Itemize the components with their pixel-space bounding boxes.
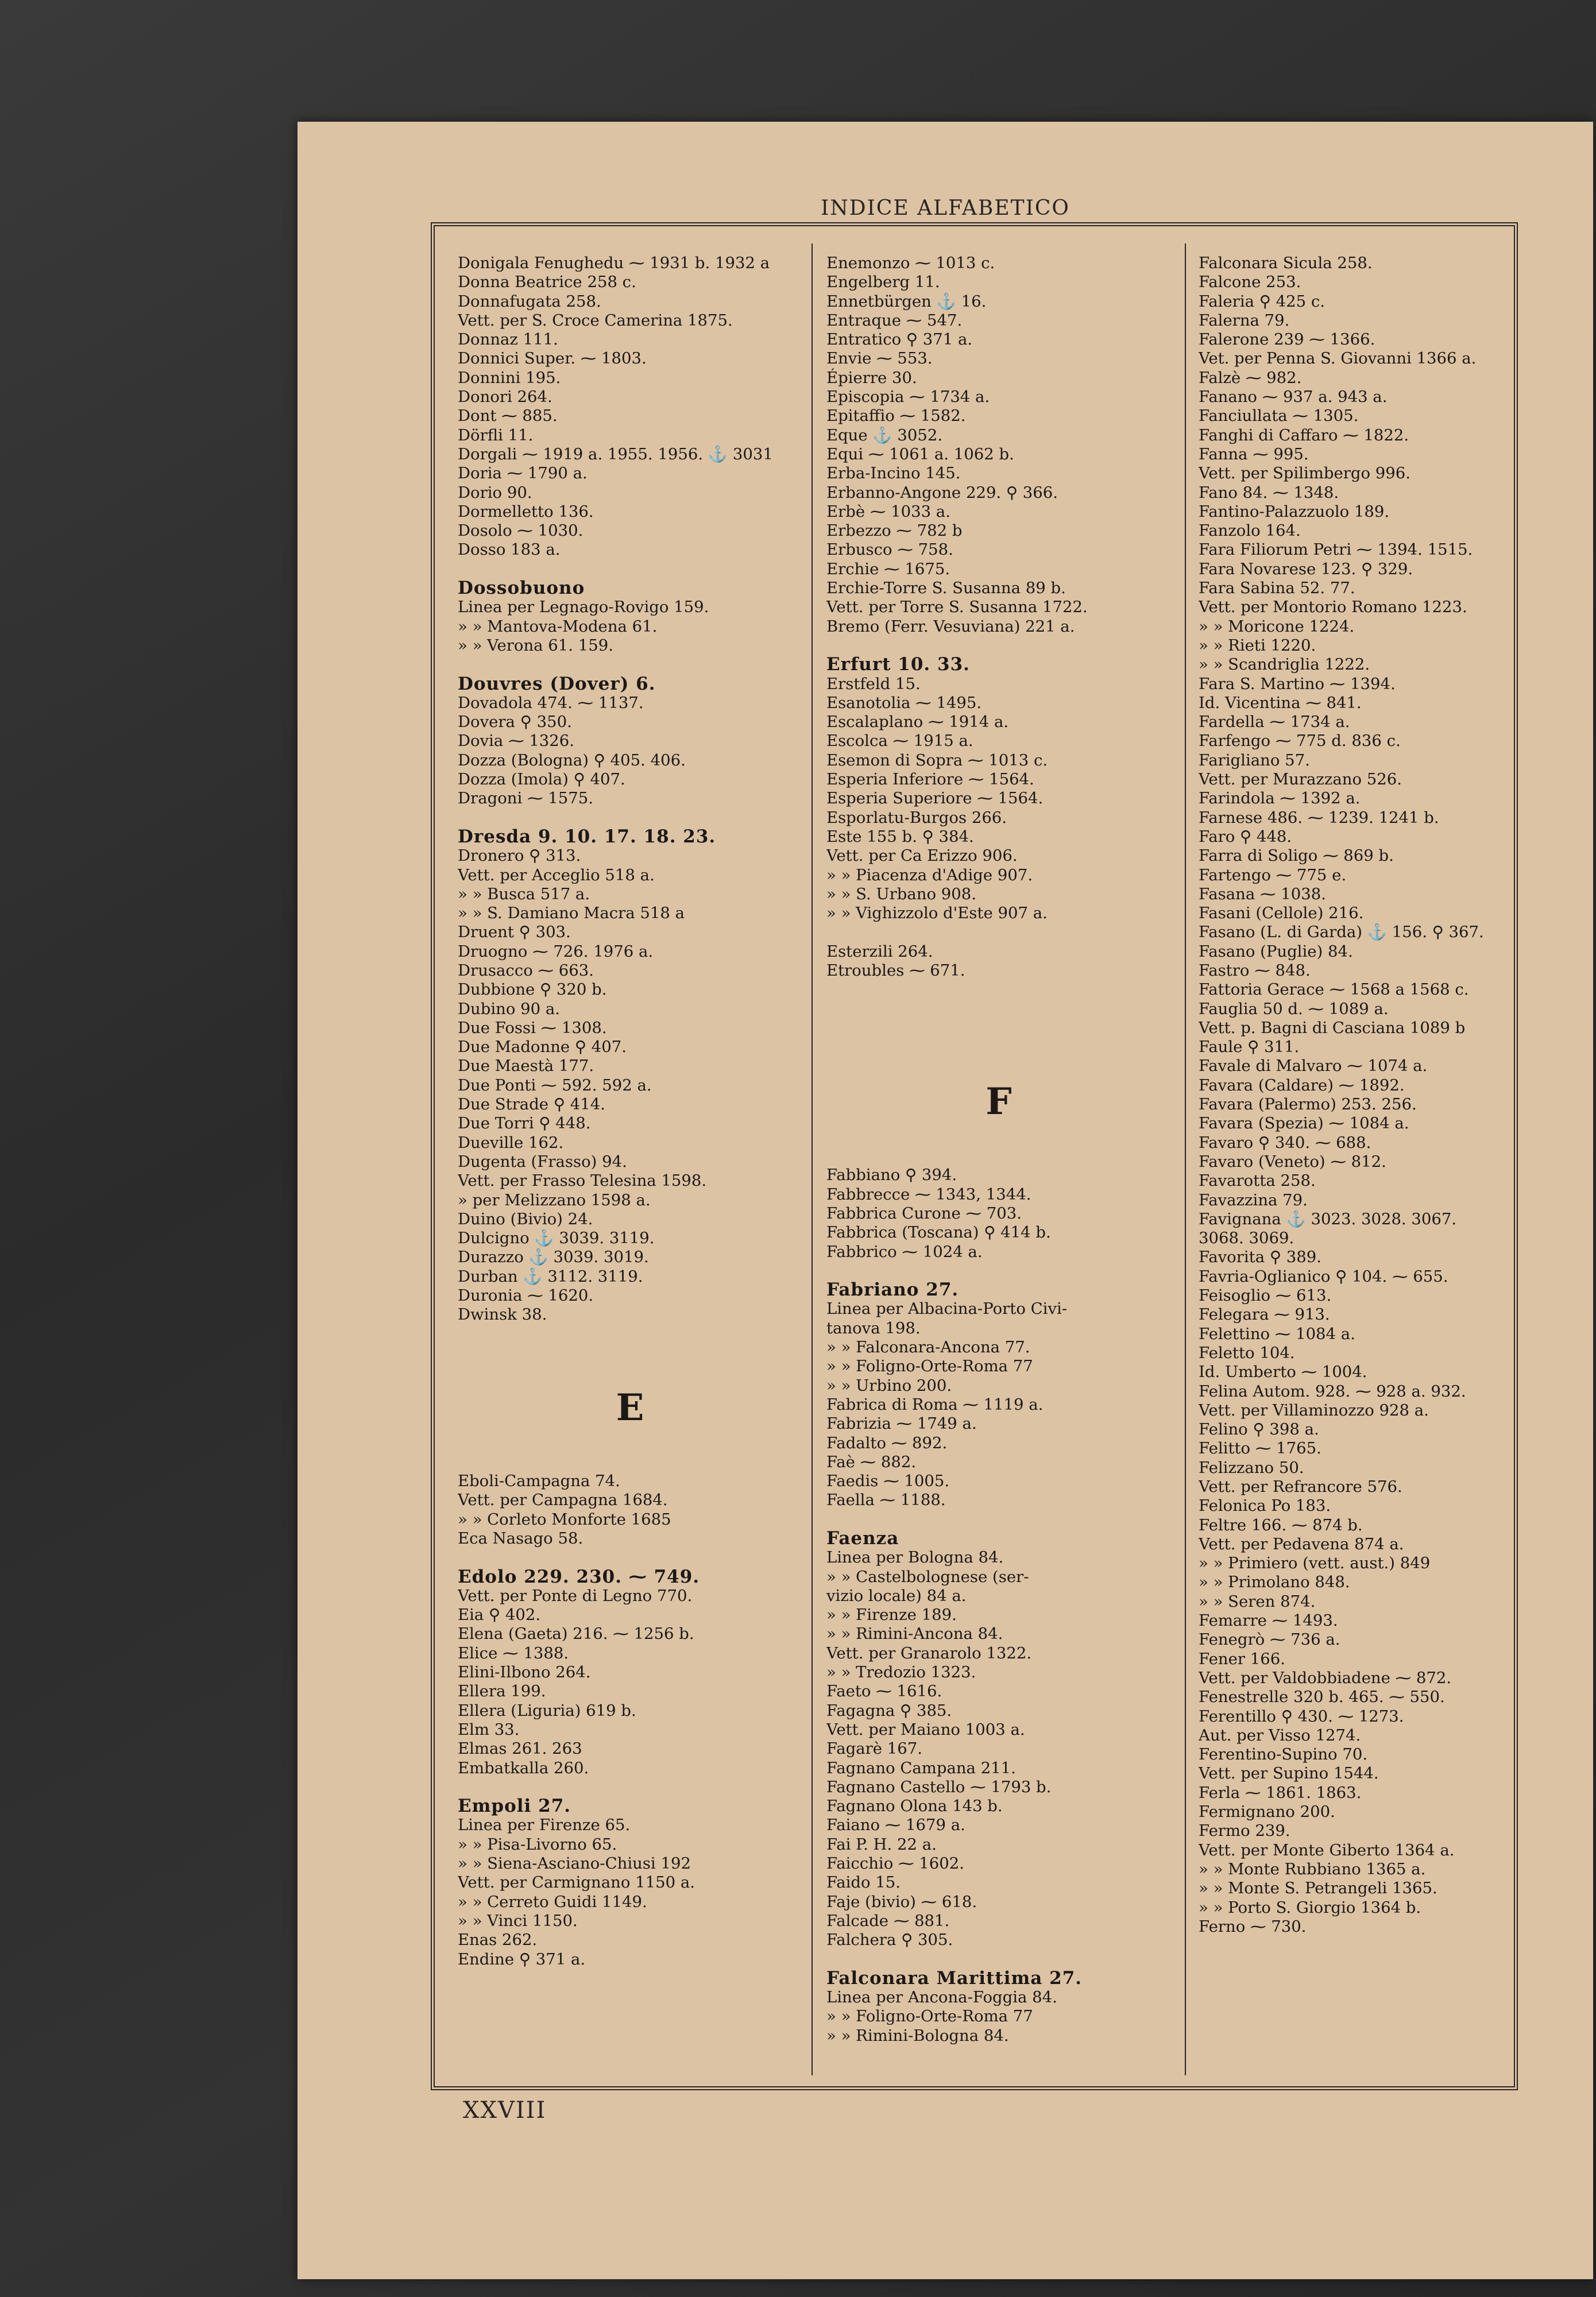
index-entry: Fabbiano ⚲ 394. <box>826 1166 957 1185</box>
spacer <box>458 1778 802 1797</box>
spacer <box>458 1344 802 1363</box>
index-entry: Falcade ⁓ 881. <box>826 1911 950 1930</box>
index-entry: Dormelletto 136. <box>458 502 594 521</box>
index-entry: Dulcigno ⚓ 3039. 3119. <box>458 1229 655 1248</box>
index-entry: » » Foligno-Orte-Roma 77 <box>826 2007 1033 2026</box>
index-entry: Due Madonne ⚲ 407. <box>458 1038 627 1057</box>
index-entry: Aut. per Visso 1274. <box>1199 1726 1361 1745</box>
index-entry: Drusacco ⁓ 663. <box>458 961 594 980</box>
index-entry: » » S. Damiano Macra 518 a <box>458 904 685 923</box>
index-column-2 <box>826 254 1171 2068</box>
index-entry: Equi ⁓ 1061 a. 1062 b. <box>826 444 1014 463</box>
spacer <box>458 1453 802 1472</box>
index-entry: Entratico ⚲ 371 a. <box>826 330 973 349</box>
index-entry: » » Porto S. Giorgio 1364 b. <box>1199 1898 1421 1917</box>
index-entry: Faiano ⁓ 1679 a. <box>826 1816 965 1835</box>
page-header: INDICE ALFABETICO <box>821 196 1070 220</box>
index-entry: Farfengo ⁓ 775 d. 836 c. <box>1199 732 1401 751</box>
index-entry: Linea per Firenze 65. <box>458 1816 631 1835</box>
index-entry: Falchera ⚲ 305. <box>826 1931 953 1950</box>
index-entry: Fanciullata ⁓ 1305. <box>1199 407 1359 426</box>
spacer <box>458 809 802 827</box>
index-entry: Vett. p. Bagni di Casciana 1089 b <box>1199 1018 1466 1037</box>
index-entry: vizio locale) 84 a. <box>826 1586 967 1605</box>
index-entry: » » S. Urbano 908. <box>826 884 977 903</box>
index-entry: Dorgali ⁓ 1919 a. 1955. 1956. ⚓ 3031 <box>458 444 773 463</box>
index-entry: Faule ⚲ 311. <box>1199 1038 1300 1057</box>
index-entry: Fastro ⁓ 848. <box>1199 961 1311 980</box>
index-entry: » » Primiero (vett. aust.) 849 <box>1199 1554 1431 1573</box>
index-entry: Vett. per Maiano 1003 a. <box>826 1720 1025 1739</box>
index-entry: Donigala Fenughedu ⁓ 1931 b. 1932 a <box>458 254 770 272</box>
index-entry: Vett. per Spilimbergo 996. <box>1199 464 1411 483</box>
index-entry: Erchie ⁓ 1675. <box>826 559 950 578</box>
index-entry: Fartengo ⁓ 775 e. <box>1199 865 1347 884</box>
index-entry: Ferentillo ⚲ 430. ⁓ 1273. <box>1199 1707 1404 1726</box>
index-entry: Due Strade ⚲ 414. <box>458 1095 605 1114</box>
index-entry: Dovadola 474. ⁓ 1137. <box>458 693 644 712</box>
index-entry: Faella ⁓ 1188. <box>826 1491 946 1510</box>
index-entry: » » Mantova-Modena 61. <box>458 617 658 636</box>
index-entry: Feisoglio ⁓ 613. <box>1199 1286 1332 1305</box>
index-entry: Fauglia 50 d. ⁓ 1089 a. <box>1199 999 1389 1018</box>
index-entry: Elm 33. <box>458 1720 520 1739</box>
index-entry: Fanzolo 164. <box>1199 521 1301 540</box>
spacer <box>458 1325 802 1344</box>
index-entry: Felonica Po 183. <box>1199 1496 1331 1515</box>
spacer <box>826 1019 1171 1038</box>
index-entry: Fermignano 200. <box>1199 1803 1335 1822</box>
index-entry: Epitaffio ⁓ 1582. <box>826 407 966 426</box>
index-entry: » » Piacenza d'Adige 907. <box>826 865 1033 884</box>
index-page <box>297 122 1593 2279</box>
index-entry: Dozza (Bologna) ⚲ 405. 406. <box>458 751 686 769</box>
index-entry: Felettino ⁓ 1084 a. <box>1199 1324 1355 1343</box>
index-entry: Farra di Soligo ⁓ 869 b. <box>1199 846 1394 865</box>
index-entry: Fabbrico ⁓ 1024 a. <box>826 1242 983 1261</box>
index-entry: Felizzano 50. <box>1199 1458 1304 1477</box>
index-entry: » » Verona 61. 159. <box>458 636 613 655</box>
index-entry: Ennetbürgen ⚓ 16. <box>826 292 987 311</box>
index-entry: Favazzina 79. <box>1199 1190 1308 1209</box>
spacer <box>826 1057 1171 1076</box>
index-entry: Falerone 239 ⁓ 1366. <box>1199 330 1375 349</box>
index-entry: Farnese 486. ⁓ 1239. 1241 b. <box>1199 808 1439 827</box>
index-entry: » » Corleto Monforte 1685 <box>458 1510 671 1529</box>
index-entry: Faè ⁓ 882. <box>826 1452 917 1471</box>
index-heading: Falconara Marittima 27. <box>826 1967 1083 1989</box>
index-entry: Erchie-Torre S. Susanna 89 b. <box>826 579 1066 598</box>
index-entry: Épierre 30. <box>826 368 917 387</box>
index-entry: Druent ⚲ 303. <box>458 923 571 942</box>
spacer <box>826 1950 1171 1969</box>
index-entry: Dwinsk 38. <box>458 1305 547 1324</box>
index-entry: Fagnano Castello ⁓ 1793 b. <box>826 1777 1052 1796</box>
index-entry: Vet. per Penna S. Giovanni 1366 a. <box>1199 349 1477 368</box>
index-entry: Vett. per Campagna 1684. <box>458 1491 668 1510</box>
spacer <box>826 1510 1171 1529</box>
index-entry: Duino (Bivio) 24. <box>458 1209 593 1228</box>
index-entry: Esperia Superiore ⁓ 1564. <box>826 789 1044 808</box>
spacer <box>826 1262 1171 1281</box>
index-entry: Ellera (Liguria) 619 b. <box>458 1701 636 1720</box>
spacer <box>826 1147 1171 1166</box>
index-entry: Fabrica di Roma ⁓ 1119 a. <box>826 1395 1044 1414</box>
index-entry: Episcopia ⁓ 1734 a. <box>826 388 990 407</box>
index-entry: Femarre ⁓ 1493. <box>1199 1611 1338 1630</box>
index-entry: Farindola ⁓ 1392 a. <box>1199 789 1361 808</box>
index-entry: » per Melizzano 1598 a. <box>458 1190 651 1209</box>
index-entry: » » Rieti 1220. <box>1199 636 1316 655</box>
index-entry: Fara Sabina 52. 77. <box>1199 579 1355 598</box>
index-entry: Vett. per Torre S. Susanna 1722. <box>826 598 1088 617</box>
index-entry: » » Vighizzolo d'Este 907 a. <box>826 904 1048 923</box>
index-entry: Fai P. H. 22 a. <box>826 1835 937 1854</box>
index-entry: Feletto 104. <box>1199 1343 1295 1362</box>
index-entry: Eca Nasago 58. <box>458 1529 583 1548</box>
index-entry: Doria ⁓ 1790 a. <box>458 464 588 483</box>
index-entry: Fasano (Puglie) 84. <box>1199 942 1353 961</box>
index-entry: Fabrizia ⁓ 1749 a. <box>826 1414 977 1433</box>
index-entry: Fasani (Cellole) 216. <box>1199 904 1364 923</box>
index-entry: Faleria ⚲ 425 c. <box>1199 292 1326 311</box>
index-entry: Linea per Bologna 84. <box>826 1548 1004 1567</box>
index-entry: Vett. per Montorio Romano 1223. <box>1199 598 1467 617</box>
index-entry: Ferla ⁓ 1861. 1863. <box>1199 1783 1362 1802</box>
index-entry: Eque ⚓ 3052. <box>826 426 943 444</box>
index-entry: Envie ⁓ 553. <box>826 349 933 368</box>
index-entry: » » Rimini-Ancona 84. <box>826 1625 1003 1644</box>
index-entry: Escolca ⁓ 1915 a. <box>826 732 973 751</box>
index-entry: Fanano ⁓ 937 a. 943 a. <box>1199 388 1388 407</box>
index-entry: Eboli-Campagna 74. <box>458 1472 620 1491</box>
spacer <box>458 655 802 674</box>
index-entry: Durazzo ⚓ 3039. 3019. <box>458 1248 649 1267</box>
index-entry: Erstfeld 15. <box>826 674 921 693</box>
index-entry: Esperia Inferiore ⁓ 1564. <box>826 770 1034 789</box>
index-entry: Vett. per Pedavena 874 a. <box>1199 1534 1404 1553</box>
index-entry: Vett. per Valdobbiadene ⁓ 872. <box>1199 1668 1452 1687</box>
index-entry: Fagnano Olona 143 b. <box>826 1797 1003 1816</box>
index-entry: Ferentino-Supino 70. <box>1199 1745 1368 1764</box>
index-entry: Fagarè 167. <box>826 1739 923 1758</box>
page-number: XXVIII <box>463 2097 547 2124</box>
index-entry: Druogno ⁓ 726. 1976 a. <box>458 942 654 961</box>
index-entry: Endine ⚲ 371 a. <box>458 1950 586 1969</box>
index-entry: Favara (Spezia) ⁓ 1084 a. <box>1199 1114 1409 1133</box>
column-divider <box>811 243 813 2075</box>
column-divider <box>1185 243 1186 2075</box>
index-entry: Faedis ⁓ 1005. <box>826 1472 950 1491</box>
index-entry: » » Primolano 848. <box>1199 1573 1350 1592</box>
index-entry: Donori 264. <box>458 388 552 407</box>
index-entry: Due Maestà 177. <box>458 1057 594 1076</box>
index-entry: Eia ⚲ 402. <box>458 1606 541 1625</box>
index-entry: Favorita ⚲ 389. <box>1199 1248 1321 1267</box>
index-entry: Erbezzo ⁓ 782 b <box>826 521 963 540</box>
index-entry: » » Foligno-Orte-Roma 77 <box>826 1357 1033 1376</box>
index-entry: Erbusco ⁓ 758. <box>826 540 953 559</box>
index-entry: » » Firenze 189. <box>826 1606 957 1625</box>
index-entry: Erba-Incino 145. <box>826 464 961 483</box>
index-entry: Fermo 239. <box>1199 1822 1290 1840</box>
index-entry: » » Rimini-Bologna 84. <box>826 2026 1009 2045</box>
index-entry: Faje (bivio) ⁓ 618. <box>826 1892 977 1911</box>
index-entry: » » Seren 874. <box>1199 1592 1316 1611</box>
index-entry: Faro ⚲ 448. <box>1199 827 1292 846</box>
index-entry: Falconara Sicula 258. <box>1199 254 1373 272</box>
index-entry: Etroubles ⁓ 671. <box>826 961 965 980</box>
index-entry: Dosso 183 a. <box>458 540 561 559</box>
index-column-1 <box>458 254 802 2068</box>
index-entry: Falcone 253. <box>1199 273 1301 292</box>
spacer <box>826 1000 1171 1019</box>
spacer <box>826 980 1171 999</box>
index-entry: Embatkalla 260. <box>458 1758 589 1777</box>
index-entry: Donnici Super. ⁓ 1803. <box>458 349 647 368</box>
index-entry: Esanotolia ⁓ 1495. <box>826 693 982 712</box>
spacer <box>826 636 1171 655</box>
index-entry: Vett. per S. Croce Camerina 1875. <box>458 311 733 330</box>
index-entry: Falerna 79. <box>1199 311 1290 330</box>
index-heading: Dossobuono <box>458 578 585 599</box>
index-entry: Dörfli 11. <box>458 426 534 444</box>
index-entry: Favale di Malvaro ⁓ 1074 a. <box>1199 1057 1428 1076</box>
spacer <box>826 1038 1171 1057</box>
index-entry: » » Castelbolognese (ser- <box>826 1567 1029 1586</box>
index-entry: Felino ⚲ 398 a. <box>1199 1420 1319 1439</box>
index-entry: Favara (Palermo) 253. 256. <box>1199 1095 1417 1114</box>
index-entry: » » Vinci 1150. <box>458 1911 578 1930</box>
index-entry: Enas 262. <box>458 1931 538 1950</box>
index-entry: Faicchio ⁓ 1602. <box>826 1854 964 1873</box>
index-entry: Vett. per Carmignano 1150 a. <box>458 1873 695 1892</box>
index-entry: Dozza (Imola) ⚲ 407. <box>458 770 625 789</box>
index-entry: Donnaz 111. <box>458 330 558 349</box>
index-heading: Fabriano 27. <box>826 1279 959 1301</box>
spacer <box>458 1363 802 1382</box>
index-entry: Erbè ⁓ 1033 a. <box>826 502 950 521</box>
index-entry: Due Ponti ⁓ 592. 592 a. <box>458 1076 652 1095</box>
index-entry: » » Falconara-Ancona 77. <box>826 1338 1030 1357</box>
index-entry: Dugenta (Frasso) 94. <box>458 1152 627 1171</box>
section-letter: E <box>616 1386 644 1429</box>
index-entry: » » Siena-Asciano-Chiusi 192 <box>458 1854 691 1873</box>
index-entry: Fasana ⁓ 1038. <box>1199 884 1326 903</box>
index-entry: Linea per Albacina-Porto Civi- <box>826 1300 1068 1318</box>
index-entry: Fara S. Martino ⁓ 1394. <box>1199 674 1396 693</box>
index-entry: Fabbrica (Toscana) ⚲ 414 b. <box>826 1223 1051 1242</box>
index-entry: Fano 84. ⁓ 1348. <box>1199 483 1339 502</box>
section-letter: F <box>986 1080 1012 1123</box>
index-entry: Felitto ⁓ 1765. <box>1199 1439 1321 1458</box>
index-entry: Dubino 90 a. <box>458 999 561 1018</box>
index-entry: Fasano (L. di Garda) ⚓ 156. ⚲ 367. <box>1199 923 1484 942</box>
index-frame <box>431 222 1518 2090</box>
index-entry: Vett. per Murazzano 526. <box>1199 770 1402 789</box>
index-heading: Faenza <box>826 1528 899 1549</box>
index-heading: Douvres (Dover) 6. <box>458 673 656 694</box>
index-entry: Vett. per Acceglio 518 a. <box>458 865 655 884</box>
index-entry: Favarotta 258. <box>1199 1171 1316 1190</box>
index-entry: Vett. per Granarolo 1322. <box>826 1644 1032 1662</box>
index-entry: » » Cerreto Guidi 1149. <box>458 1892 647 1911</box>
index-entry: Vett. per Frasso Telesina 1598. <box>458 1171 707 1190</box>
index-entry: Bremo (Ferr. Vesuviana) 221 a. <box>826 617 1075 636</box>
index-entry: Erbanno-Angone 229. ⚲ 366. <box>826 483 1058 502</box>
index-entry: Due Torri ⚲ 448. <box>458 1114 591 1133</box>
index-entry: Engelberg 11. <box>826 273 940 292</box>
index-entry: Faido 15. <box>826 1873 901 1892</box>
index-heading: Dresda 9. 10. 17. 18. 23. <box>458 826 716 847</box>
index-entry: » » Pisa-Livorno 65. <box>458 1835 617 1854</box>
spacer <box>826 1128 1171 1147</box>
index-heading: Erfurt 10. 33. <box>826 654 970 675</box>
index-entry: Linea per Ancona-Foggia 84. <box>826 1988 1057 2007</box>
index-entry: Este 155 b. ⚲ 384. <box>826 827 974 846</box>
index-entry: Favaro ⚲ 340. ⁓ 688. <box>1199 1133 1371 1152</box>
index-entry: Esporlatu-Burgos 266. <box>826 808 1007 827</box>
index-entry: 3068. 3069. <box>1199 1229 1294 1248</box>
index-entry: Favignana ⚓ 3023. 3028. 3067. <box>1199 1209 1457 1228</box>
index-entry: Esterzili 264. <box>826 942 933 961</box>
index-entry: Elena (Gaeta) 216. ⁓ 1256 b. <box>458 1625 694 1644</box>
index-entry: Feltre 166. ⁓ 874 b. <box>1199 1515 1363 1534</box>
index-entry: Favara (Caldare) ⁓ 1892. <box>1199 1076 1405 1095</box>
index-entry: Fara Novarese 123. ⚲ 329. <box>1199 559 1413 578</box>
index-entry: Dovera ⚲ 350. <box>458 713 572 732</box>
index-entry: Fanna ⁓ 995. <box>1199 444 1309 463</box>
index-entry: Fenegrò ⁓ 736 a. <box>1199 1630 1340 1649</box>
index-entry: Vett. per Refrancore 576. <box>1199 1478 1402 1496</box>
index-entry: Enemonzo ⁓ 1013 c. <box>826 254 995 272</box>
index-entry: Fantino-Palazzuolo 189. <box>1199 502 1390 521</box>
index-entry: Id. Umberto ⁓ 1004. <box>1199 1363 1367 1382</box>
index-entry: Elini-Ilbono 264. <box>458 1663 591 1682</box>
index-entry: Vett. per Ponte di Legno 770. <box>458 1586 693 1605</box>
index-entry: Ellera 199. <box>458 1682 546 1701</box>
index-heading: Edolo 229. 230. ⁓ 749. <box>458 1566 700 1587</box>
index-entry: Vett. per Monte Giberto 1364 a. <box>1199 1840 1455 1859</box>
index-entry: Fenestrelle 320 b. 465. ⁓ 550. <box>1199 1688 1445 1707</box>
index-entry: Ferno ⁓ 730. <box>1199 1917 1307 1936</box>
index-entry: Fadalto ⁓ 892. <box>826 1433 948 1452</box>
index-entry: Escalaplano ⁓ 1914 a. <box>826 713 1009 732</box>
index-entry: Favria-Oglianico ⚲ 104. ⁓ 655. <box>1199 1267 1448 1286</box>
index-entry: Fabbrica Curone ⁓ 703. <box>826 1204 1022 1223</box>
index-entry: » » Monte S. Petrangeli 1365. <box>1199 1879 1437 1898</box>
spacer <box>826 923 1171 942</box>
index-entry: Entraque ⁓ 547. <box>826 311 963 330</box>
index-entry: Felina Autom. 928. ⁓ 928 a. 932. <box>1199 1382 1466 1401</box>
index-entry: Fagagna ⚲ 385. <box>826 1701 952 1720</box>
index-entry: Donnafugata 258. <box>458 292 601 311</box>
index-entry: Dragoni ⁓ 1575. <box>458 789 593 808</box>
index-entry: Linea per Legnago-Rovigo 159. <box>458 598 709 617</box>
index-entry: Falzè ⁓ 982. <box>1199 368 1302 387</box>
index-entry: Elice ⁓ 1388. <box>458 1644 569 1662</box>
index-entry: Fabbrecce ⁓ 1343, 1344. <box>826 1185 1031 1204</box>
index-entry: Durban ⚓ 3112. 3119. <box>458 1267 643 1286</box>
index-entry: Due Fossi ⁓ 1308. <box>458 1018 607 1037</box>
index-entry: » » Urbino 200. <box>826 1376 952 1395</box>
spacer <box>458 1548 802 1567</box>
index-entry: tanova 198. <box>826 1318 921 1337</box>
index-entry: Dorio 90. <box>458 483 532 502</box>
index-entry: » » Scandriglia 1222. <box>1199 655 1370 674</box>
spacer <box>458 560 802 579</box>
index-entry: Donnini 195. <box>458 368 561 387</box>
index-entry: Dueville 162. <box>458 1133 564 1152</box>
index-entry: Farigliano 57. <box>1199 751 1310 769</box>
index-entry: Fagnano Campana 211. <box>826 1758 1016 1777</box>
index-entry: Vett. per Villaminozzo 928 a. <box>1199 1401 1429 1420</box>
index-entry: Duronia ⁓ 1620. <box>458 1286 594 1305</box>
index-entry: Vett. per Supino 1544. <box>1199 1764 1379 1783</box>
index-entry: Esemon di Sopra ⁓ 1013 c. <box>826 751 1048 769</box>
index-entry: » » Monte Rubbiano 1365 a. <box>1199 1859 1426 1878</box>
index-entry: Dovia ⁓ 1326. <box>458 732 575 751</box>
index-entry: Dronero ⚲ 313. <box>458 846 581 865</box>
index-entry: Fattoria Gerace ⁓ 1568 a 1568 c. <box>1199 980 1469 999</box>
index-heading: Empoli 27. <box>458 1796 571 1817</box>
index-entry: Felegara ⁓ 913. <box>1199 1305 1330 1324</box>
spacer <box>458 1434 802 1453</box>
index-entry: Elmas 261. 263 <box>458 1739 582 1758</box>
index-entry: Fanghi di Caffaro ⁓ 1822. <box>1199 426 1409 444</box>
index-entry: Fener 166. <box>1199 1649 1285 1668</box>
index-entry: Dubbione ⚲ 320 b. <box>458 980 607 999</box>
index-entry: Fara Filiorum Petri ⁓ 1394. 1515. <box>1199 540 1473 559</box>
index-entry: Donna Beatrice 258 c. <box>458 273 636 292</box>
index-entry: » » Busca 517 a. <box>458 884 590 903</box>
index-entry: Vett. per Ca Erizzo 906. <box>826 846 1018 865</box>
index-entry: Favaro (Veneto) ⁓ 812. <box>1199 1152 1386 1171</box>
index-column-3 <box>1199 254 1509 2068</box>
index-entry: Dosolo ⁓ 1030. <box>458 521 583 540</box>
index-entry: Faeto ⁓ 1616. <box>826 1682 942 1701</box>
index-entry: » » Tredozio 1323. <box>826 1663 976 1682</box>
index-entry: Id. Vicentina ⁓ 841. <box>1199 693 1362 712</box>
index-entry: » » Moricone 1224. <box>1199 617 1355 636</box>
index-entry: Dont ⁓ 885. <box>458 407 558 426</box>
index-entry: Fardella ⁓ 1734 a. <box>1199 713 1350 732</box>
